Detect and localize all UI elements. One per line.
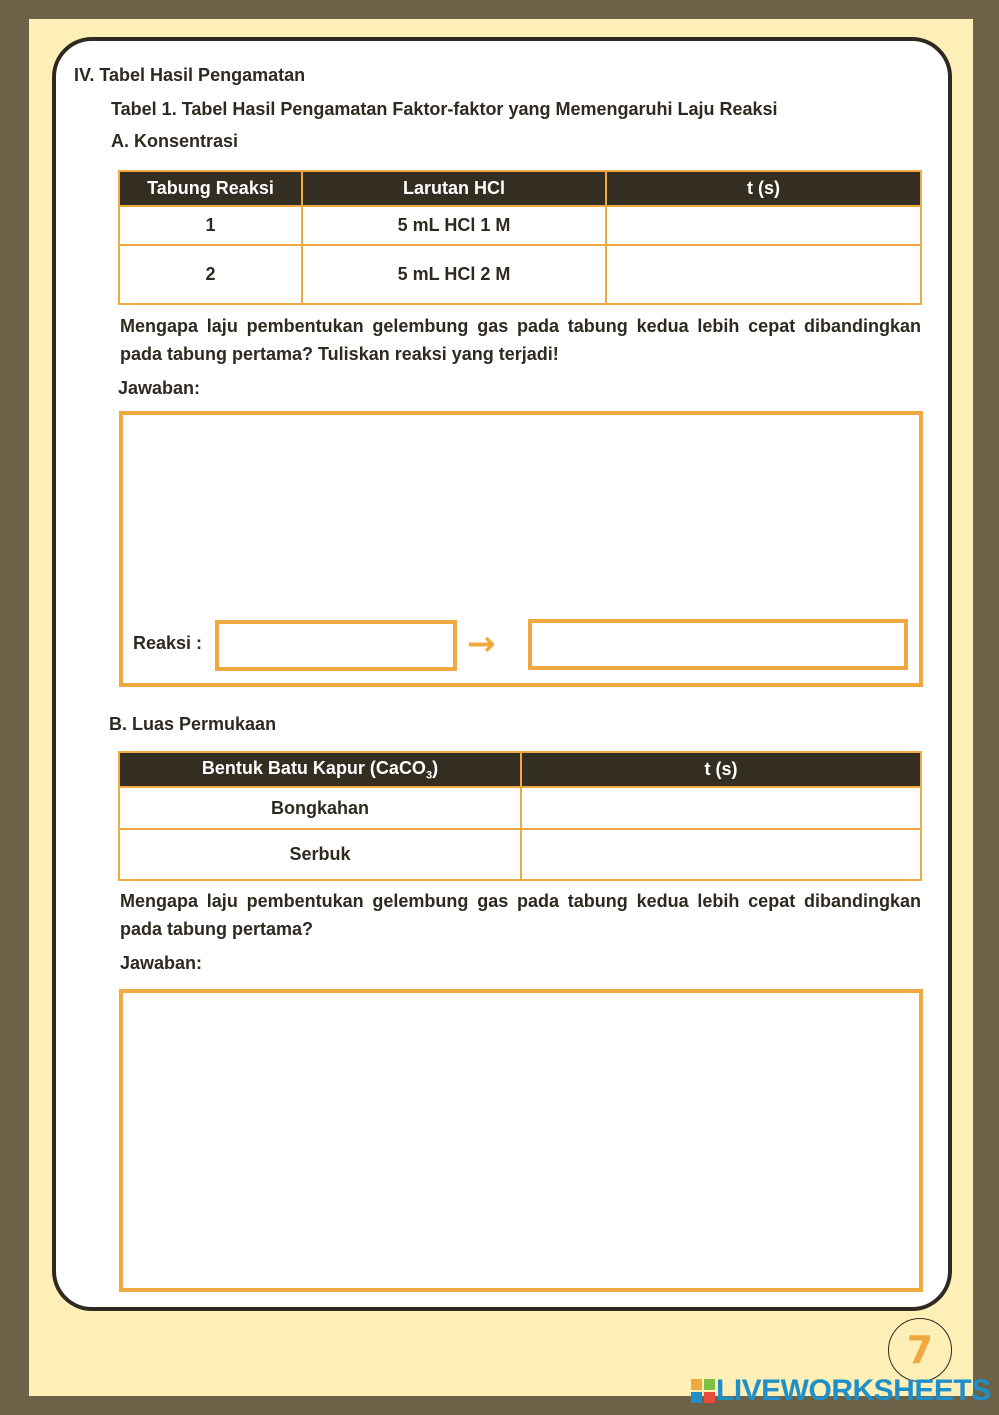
table-row [119, 787, 921, 829]
concentration-table [118, 170, 922, 305]
header-solution: Larutan HCl [302, 171, 606, 206]
cell-tube: 2 [119, 245, 302, 304]
product-input[interactable] [528, 619, 908, 670]
time-input-cell[interactable] [606, 245, 921, 304]
surface-area-table [118, 751, 922, 881]
header-time: t (s) [606, 171, 921, 206]
answer-box-b[interactable] [119, 989, 923, 1292]
table-header-row [119, 752, 921, 787]
time-input-cell[interactable] [606, 206, 921, 245]
table-header-row [119, 171, 921, 206]
header-form: Bentuk Batu Kapur (CaCO$_3$) [119, 752, 521, 787]
time-input-cell[interactable] [521, 787, 921, 829]
header-tube: Tabung Reaksi [119, 171, 302, 206]
reaction-label: Reaksi : [133, 633, 203, 653]
cell-solution: 5 mL HCl 2 M [302, 245, 606, 304]
cell-solution: 5 mL HCl 1 M [302, 206, 606, 245]
question-a: Mengapa laju pembentukan gelembung gas pada tabung kedua lebih cepat dibandingkan pada tabung pertama? Tuliskan reaksi yang terjadi! [120, 316, 921, 364]
time-input-cell[interactable] [521, 829, 921, 880]
table-caption: Tabel 1. Tabel Hasil Pengamatan Faktor-faktor yang Memengaruhi Laju Reaksi [111, 99, 778, 119]
logo-text: LIVEWORKSHEETS [716, 1374, 991, 1407]
logo-blocks-icon [690, 1378, 716, 1404]
table-row [119, 206, 921, 245]
cell-tube: 1 [119, 206, 302, 245]
question-b: Mengapa laju pembentukan gelembung gas pada tabung kedua lebih cepat dibandingkan pada tabung pertama? [120, 891, 921, 939]
header-time: t (s) [521, 752, 921, 787]
reaction-arrow-icon: → [467, 624, 496, 664]
section-title: IV. Tabel Hasil Pengamatan [74, 65, 306, 85]
cell-form: Bongkahan [119, 787, 521, 829]
part-b-title: B. Luas Permukaan [109, 714, 277, 734]
page-number-badge: 7 [888, 1318, 952, 1382]
table-row [119, 829, 921, 880]
cell-form: Serbuk [119, 829, 521, 880]
answer-label-b: Jawaban: [120, 953, 203, 973]
answer-label-a: Jawaban: [118, 378, 201, 398]
reactant-input[interactable] [215, 620, 457, 671]
part-a-title: A. Konsentrasi [111, 131, 239, 151]
liveworksheets-logo[interactable] [690, 1374, 991, 1408]
table-row [119, 245, 921, 304]
